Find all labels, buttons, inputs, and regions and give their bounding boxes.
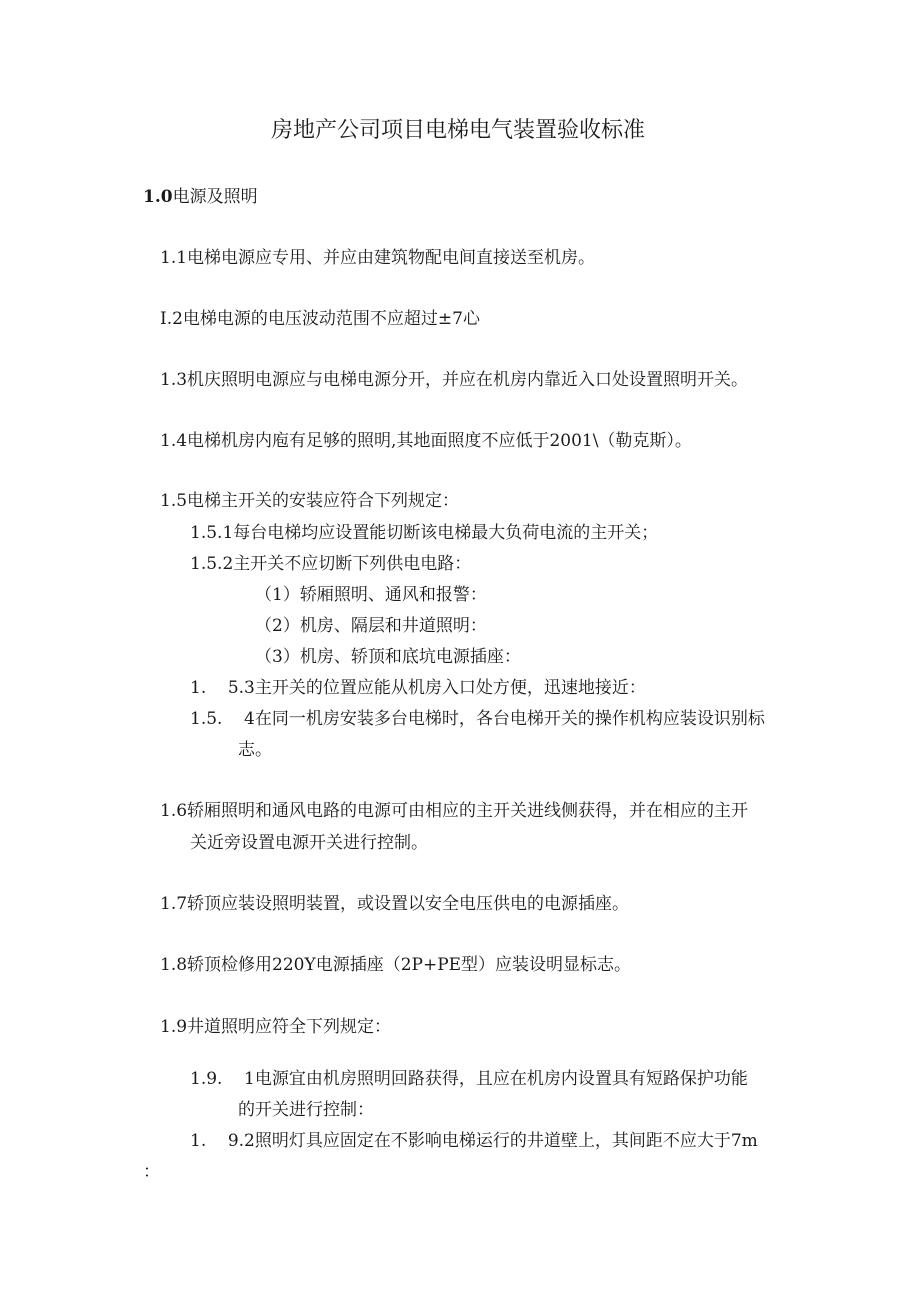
list-item: （1）轿厢照明、通风和报警： xyxy=(255,585,487,605)
paragraph-line: 1.5.2主开关不应切断下列供电电路： xyxy=(190,554,472,574)
paragraph-line: 1.3机庆照明电源应与电梯电源分开，并应在机房内靠近入口处设置照明开关。 xyxy=(160,370,749,390)
paragraph-line: 1.9. 1电源宜由机房照明回路获得，且应在机房内设置具有短路保护功能 xyxy=(190,1069,748,1089)
paragraph-line: 1.9井道照明应符全下列规定： xyxy=(160,1017,392,1037)
section-number: 1.0 xyxy=(143,187,173,207)
paragraph-line: 志。 xyxy=(238,740,272,760)
paragraph-line: 1. 5.3主开关的位置应能从机房入口处方便，迅速地接近： xyxy=(190,678,646,698)
list-item: （2）机房、隔层和井道照明： xyxy=(255,616,487,636)
paragraph-line: 1.4电梯机房内庖有足够的照明,其地面照度不应低于2001\（勒克斯）。 xyxy=(160,431,692,451)
paragraph-line: 1. 9.2照明灯具应固定在不影响电梯运行的井道壁上，其间距不应大于7m xyxy=(190,1131,758,1151)
paragraph-line: 的开关进行控制： xyxy=(238,1100,374,1120)
section-heading xyxy=(143,186,258,208)
paragraph-line: I.2电梯电源的电压波动范围不应超过±7心 xyxy=(160,309,480,329)
paragraph-line: 1.5.1每台电梯均应设置能切断该电梯最大负荷电流的主开关； xyxy=(190,523,659,543)
paragraph-line: 1.6轿厢照明和通风电路的电源可由相应的主开关进线侧获得，并在相应的主开 xyxy=(160,801,749,821)
paragraph-line: 1.8轿顶检修用220Y电源插座（2P+PE型）应装设明显标志。 xyxy=(160,955,632,975)
paragraph-line: 1.7轿顶应装设照明装置，或设置以安全电压供电的电源插座。 xyxy=(160,894,630,914)
paragraph-line: 1.5电梯主开关的安装应符合下列规定： xyxy=(160,491,460,511)
paragraph-line: 1.5. 4在同一机房安装多台电梯时，各台电梯开关的操作机构应装设识别标 xyxy=(190,709,765,729)
paragraph-line: ： xyxy=(143,1162,160,1182)
list-item: （3）机房、轿顶和底坑电源插座： xyxy=(255,647,521,667)
page-title: 房地产公司项目电梯电气装置验收标准 xyxy=(271,118,646,143)
section-title: 电源及照明 xyxy=(172,187,258,207)
paragraph-line: 关近旁设置电源开关进行控制。 xyxy=(190,833,428,853)
paragraph-line: 1.1电梯电源应专用、并应由建筑物配电间直接送至机房。 xyxy=(160,248,596,268)
